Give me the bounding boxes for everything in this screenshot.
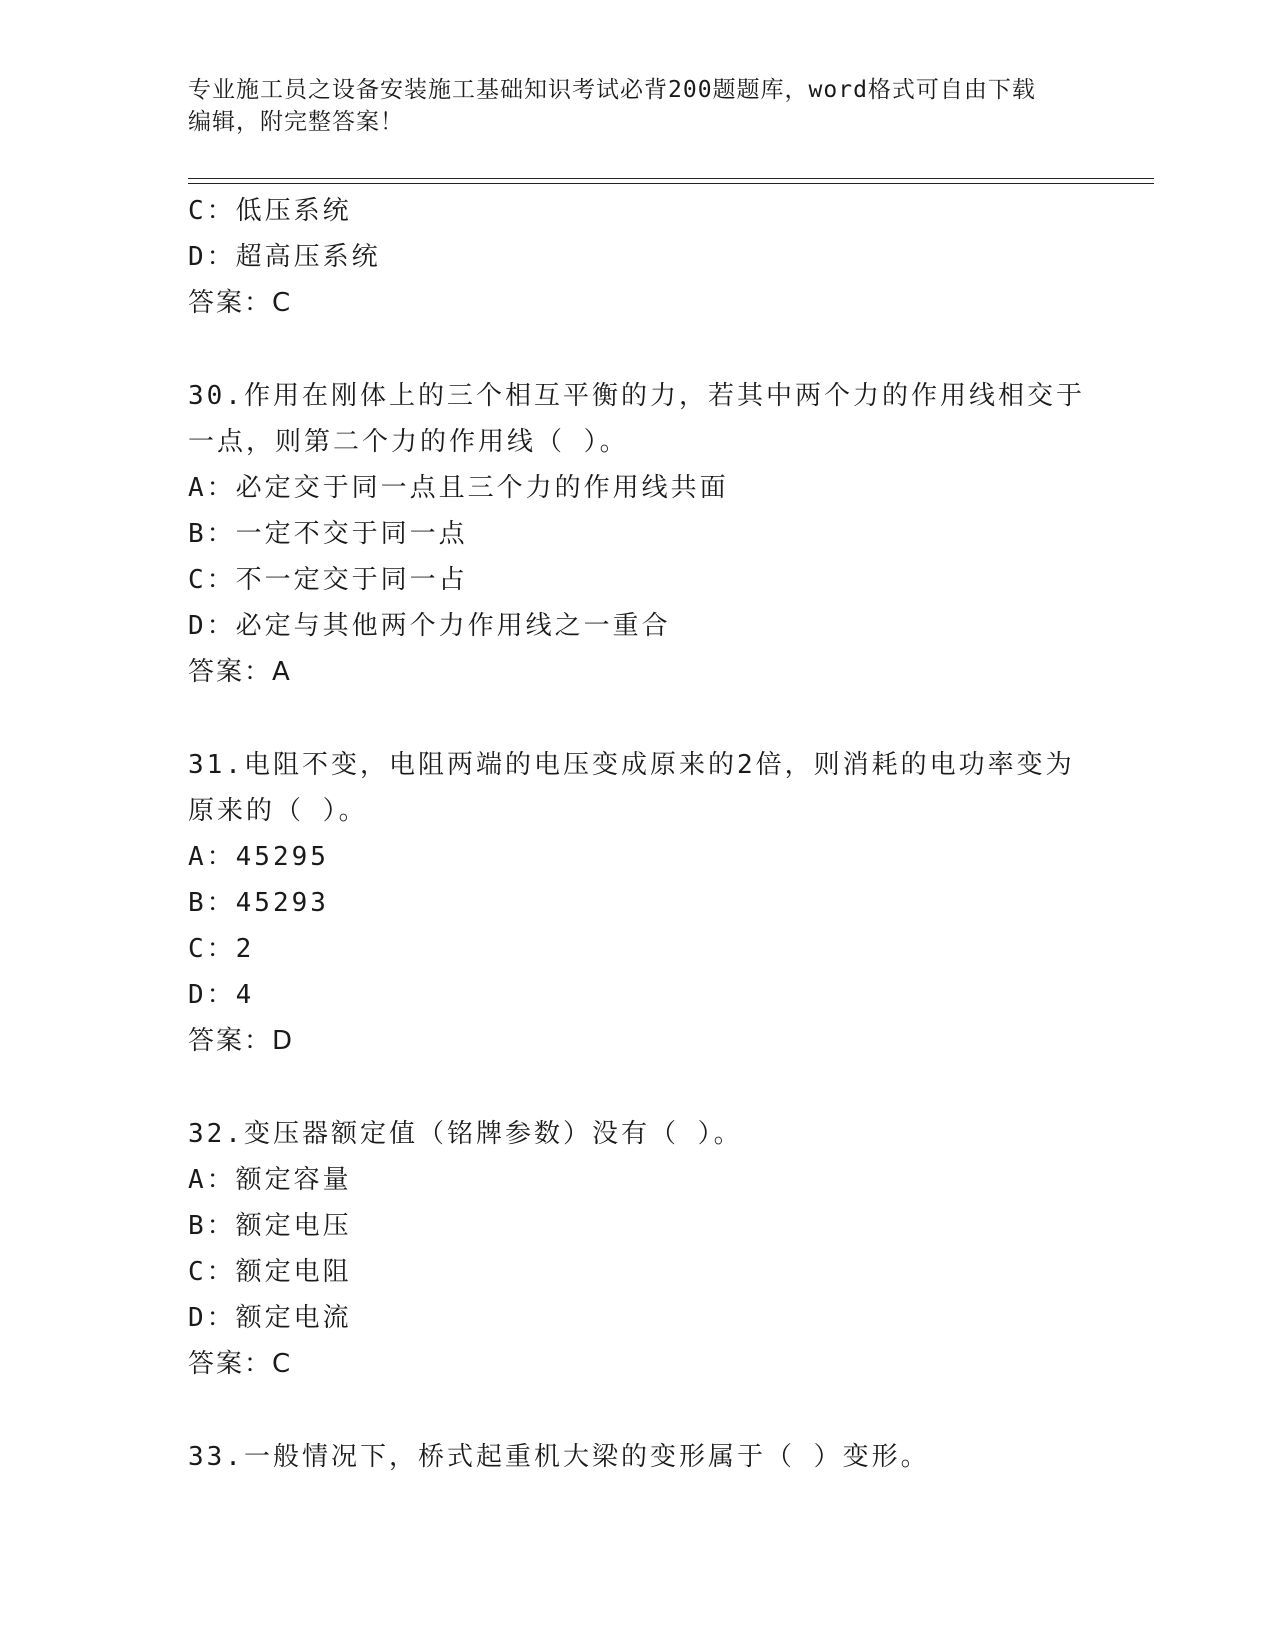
option-a: A：额定容量 xyxy=(188,1165,352,1195)
answer: 答案：D xyxy=(188,1026,295,1056)
option-a: A：45295 xyxy=(188,842,329,872)
option-b: B：一定不交于同一点 xyxy=(188,519,468,549)
question-stem: 原来的（ ）。 xyxy=(188,796,368,826)
question-spacer xyxy=(188,1387,1088,1434)
option-c: C：2 xyxy=(188,934,255,964)
option-d: D：超高压系统 xyxy=(188,242,381,272)
question-stem: 32.变压器额定值（铭牌参数）没有（ ）。 xyxy=(188,1119,743,1149)
question-spacer xyxy=(188,326,1088,373)
answer: 答案：A xyxy=(188,657,292,687)
question-list xyxy=(188,188,1088,1480)
question-31 xyxy=(188,742,1088,1064)
answer: 答案：C xyxy=(188,1349,293,1379)
question-spacer xyxy=(188,1064,1088,1111)
question-stem: 一点，则第二个力的作用线（ ）。 xyxy=(188,427,629,457)
header-divider-top xyxy=(188,178,1154,179)
header-title-line-2: 编辑，附完整答案！ xyxy=(188,109,404,135)
option-c: C：额定电阻 xyxy=(188,1257,352,1287)
option-d: D：额定电流 xyxy=(188,1303,352,1333)
option-b: B：45293 xyxy=(188,888,329,918)
question-32 xyxy=(188,1111,1088,1387)
option-c: C：低压系统 xyxy=(188,196,352,226)
option-d: D：4 xyxy=(188,980,255,1010)
option-b: B：额定电压 xyxy=(188,1211,352,1241)
question-stem: 31.电阻不变，电阻两端的电压变成原来的2倍，则消耗的电功率变为 xyxy=(188,750,1075,780)
header-divider-bottom xyxy=(188,183,1154,184)
question-stem: 33.一般情况下，桥式起重机大梁的变形属于（ ）变形。 xyxy=(188,1442,930,1472)
option-c: C：不一定交于同一占 xyxy=(188,565,468,595)
question-29 xyxy=(188,188,1088,326)
option-d: D：必定与其他两个力作用线之一重合 xyxy=(188,611,671,641)
answer: 答案：C xyxy=(188,288,293,318)
option-a: A：必定交于同一点且三个力的作用线共面 xyxy=(188,473,729,503)
question-spacer xyxy=(188,695,1088,742)
question-stem: 30.作用在刚体上的三个相互平衡的力，若其中两个力的作用线相交于 xyxy=(188,381,1085,411)
question-33 xyxy=(188,1434,1088,1480)
question-30 xyxy=(188,373,1088,695)
document-header xyxy=(188,74,1078,138)
header-title-line-1: 专业施工员之设备安装施工基础知识考试必背200题题库，word格式可自由下载 xyxy=(188,77,1036,103)
